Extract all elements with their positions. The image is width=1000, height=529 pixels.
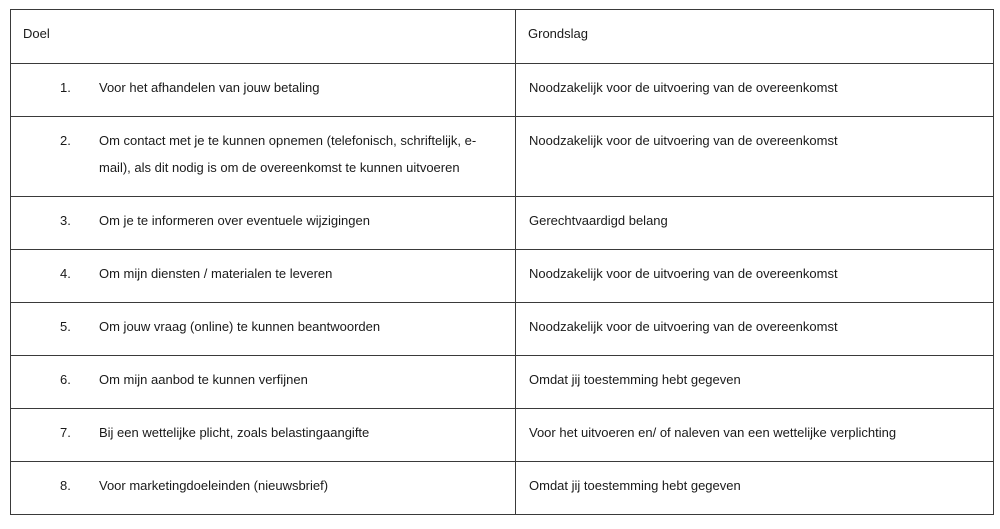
purpose-cell — [11, 409, 516, 462]
basis-text: Noodzakelijk voor de uitvoering van de overeenkomst — [529, 266, 838, 281]
basis-text: Gerechtvaardigd belang — [529, 213, 668, 228]
header-grondslag — [516, 10, 994, 64]
row-number: 5. — [60, 319, 71, 334]
row-number: 2. — [60, 133, 71, 148]
header-doel-label: Doel — [23, 26, 50, 41]
header-grondslag-label: Grondslag — [528, 26, 588, 41]
row-number: 7. — [60, 425, 71, 440]
basis-cell — [516, 356, 994, 409]
basis-cell — [516, 197, 994, 250]
basis-text: Voor het uitvoeren en/ of naleven van een wettelijke verplichting — [529, 425, 897, 440]
basis-cell — [516, 64, 994, 117]
basis-text: Noodzakelijk voor de uitvoering van de overeenkomst — [529, 319, 838, 334]
basis-text: Omdat jij toestemming hebt gegeven — [529, 478, 741, 493]
basis-cell — [516, 409, 994, 462]
purpose-cell — [11, 356, 516, 409]
purpose-cell — [11, 64, 516, 117]
purpose-text: Om jouw vraag (online) te kunnen beantwoorden — [99, 319, 381, 334]
row-number: 4. — [60, 266, 71, 281]
row-number: 3. — [60, 213, 71, 228]
table-row — [11, 250, 994, 303]
table-row — [11, 117, 994, 197]
purpose-text: Om mijn diensten / materialen te leveren — [99, 266, 333, 281]
table-row — [11, 409, 994, 462]
basis-text: Noodzakelijk voor de uitvoering van de overeenkomst — [529, 80, 838, 95]
table-row — [11, 64, 994, 117]
table-row — [11, 303, 994, 356]
row-number: 1. — [60, 80, 71, 95]
row-number: 8. — [60, 478, 71, 493]
purpose-cell — [11, 117, 516, 197]
basis-cell — [516, 117, 994, 197]
basis-cell — [516, 250, 994, 303]
header-doel — [11, 10, 516, 64]
table-row — [11, 462, 994, 515]
basis-cell — [516, 462, 994, 515]
purpose-cell — [11, 303, 516, 356]
purpose-text: Om mijn aanbod te kunnen verfijnen — [99, 372, 308, 387]
purpose-text: Voor het afhandelen van jouw betaling — [99, 80, 320, 95]
purpose-cell — [11, 462, 516, 515]
basis-cell — [516, 303, 994, 356]
basis-text: Omdat jij toestemming hebt gegeven — [529, 372, 741, 387]
purpose-text: Bij een wettelijke plicht, zoals belastingaangifte — [99, 425, 370, 440]
purpose-cell — [11, 250, 516, 303]
purpose-text: Voor marketingdoeleinden (nieuwsbrief) — [99, 478, 329, 493]
table-row — [11, 197, 994, 250]
purposes-table — [10, 9, 994, 515]
purpose-text: Om je te informeren over eventuele wijzigingen — [99, 213, 370, 228]
purpose-cell — [11, 197, 516, 250]
table-row — [11, 356, 994, 409]
table-header-row — [11, 10, 994, 64]
row-number: 6. — [60, 372, 71, 387]
basis-text: Noodzakelijk voor de uitvoering van de overeenkomst — [529, 133, 838, 148]
purpose-text: Om contact met je te kunnen opnemen (telefonisch, schriftelijk, e-mail), als dit nodig is om de overeenkomst te kunnen uitvoeren — [99, 133, 477, 175]
